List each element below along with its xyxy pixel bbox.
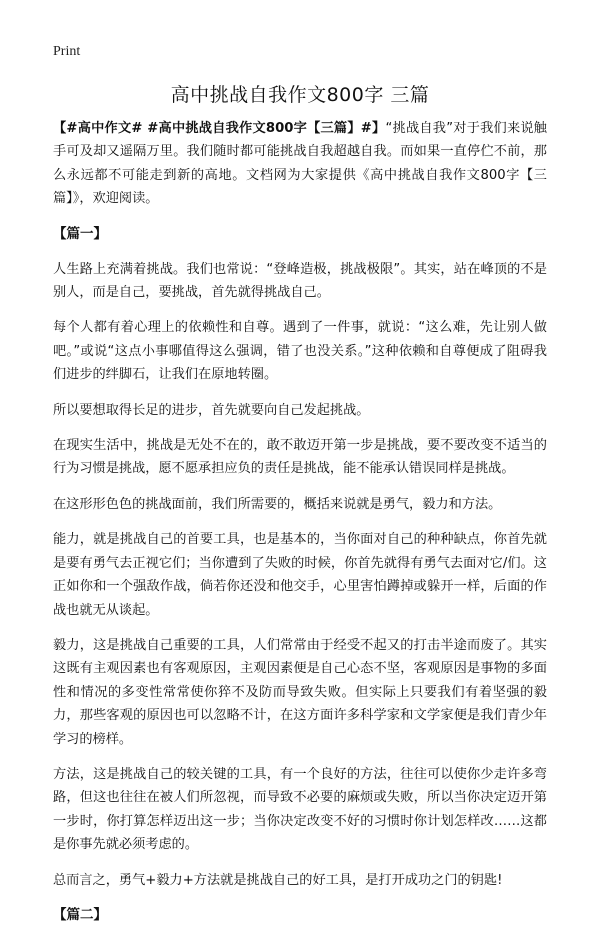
paragraph: 人生路上充满着挑战。我们也常说：“登峰造极，挑战极限”。其实，站在峰顶的不是别人，而是自己，要挑战，首先就得挑战自己。 xyxy=(53,261,547,301)
paragraph: 每个人都有着心理上的依赖性和自尊。遇到了一件事，就说：“这么难，先让别人做吧。”或说“这点小事哪值得这么强调，错了也没关系。”这种依赖和自尊便成了阻碍我们进步的绊脚石，让我们在原地转圈。 xyxy=(53,320,547,383)
section-heading-2: 【篇二】 xyxy=(53,906,107,923)
page-title: 高中挑战自我作文800字 三篇 xyxy=(170,84,430,106)
paragraph: 能力，就是挑战自己的首要工具，也是基本的，当你面对自己的种种缺点，你首先就是要有勇气去正视它们；当你遭到了失败的时候，你首先就得有勇气去面对它/们。这正如你和一个强敌作战，倘若你还没和他交手，心里害怕蹲掉或躲开一样，后面的作战也就无从谈起。 xyxy=(53,532,547,618)
paragraph: 总而言之，勇气+毅力+方法就是挑战自己的好工具，是打开成功之门的钥匙! xyxy=(53,872,503,888)
paragraph: 毅力，这是挑战自己重要的工具，人们常常由于经受不起又的打击半途而废了。其实这既有主观因素也有客观原因，主观因素便是自己心态不坚，客观原因是事物的多面性和情况的多变性常常使你猝不及防而导致失败。但实际上只要我们有着坚强的毅力，那些客观的原因也可以忽略不计，在这方面许多科学家和文学家便是我们青少年学习的榜样。 xyxy=(53,637,547,747)
print-label: Print xyxy=(53,44,81,59)
paragraph: 在现实生活中，挑战是无处不在的，敢不敢迈开第一步是挑战，要不要改变不适当的行为习惯是挑战，愿不愿承担应负的责任是挑战，能不能承认错误同样是挑战。 xyxy=(53,438,547,477)
section-heading-1: 【篇一】 xyxy=(53,225,107,242)
paragraph: 在这形形色色的挑战面前，我们所需要的，概括来说就是勇气，毅力和方法。 xyxy=(53,496,502,512)
intro-tag: 【#高中作文# #高中挑战自我作文800字【三篇】#】 xyxy=(53,121,386,136)
intro-paragraph xyxy=(53,117,547,211)
intro-text: “挑战自我”对于我们来说触手可及却又遥隔万里。我们随时都可能挑战自我超越自我。而如果一直停伫不前，那么永远都不可能走到新的高地。文档网为大家提供《高中挑战自我作文800字【三篇】》，欢迎阅读。 xyxy=(53,121,547,207)
paragraph: 所以要想取得长足的进步，首先就要向自己发起挑战。 xyxy=(53,402,370,418)
article-body xyxy=(53,117,547,939)
paragraph: 方法，这是挑战自己的较关键的工具，有一个良好的方法，往往可以使你少走许多弯路，但这也往往在被人们所忽视，而导致不必要的麻烦或失败，所以当你决定迈开第一步时，你打算怎样迈出这一步；当你决定改变不好的习惯时你计划怎样改……这都是你事先就必须考虑的。 xyxy=(53,766,547,853)
